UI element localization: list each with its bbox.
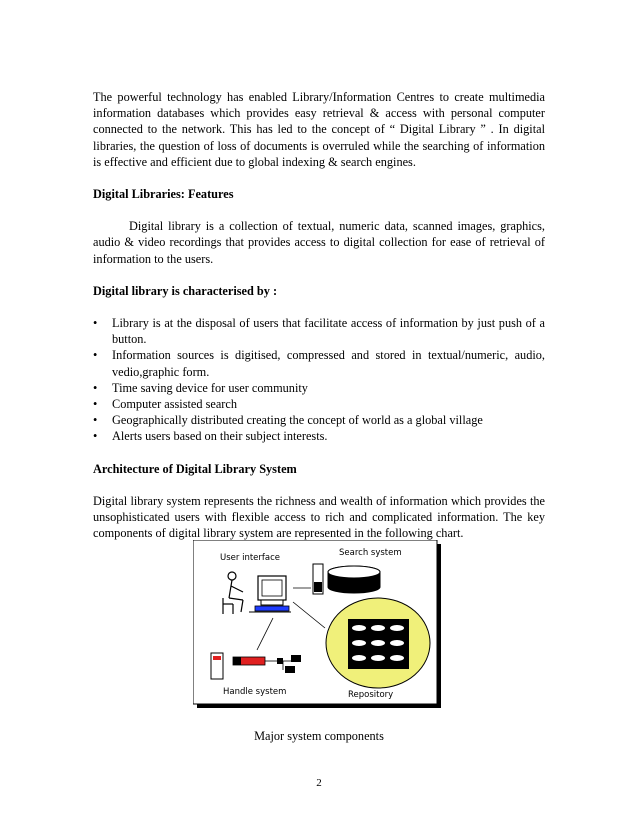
bullet-icon: • (93, 348, 98, 363)
definition-paragraph: Digital library is a collection of textual, numeric data, scanned images, graphics, audio & video recordings that provides access to digital collection for ease of retrieval of information to the users. (93, 219, 545, 266)
list-item: • Library is at the disposal of users that facilitate access of information by just push of a button. (93, 316, 545, 347)
bullet-icon: • (93, 380, 98, 395)
search-system-label: Search system (339, 548, 402, 558)
architecture-diagram (193, 540, 441, 708)
search-server-icon (313, 564, 380, 594)
list-item: • Information sources is digitised, compressed and stored in textual/numeric, audio, vedio,graphic form. (93, 348, 545, 379)
characteristics-list (93, 315, 545, 445)
list-item: • Alerts users based on their subject interests. (93, 429, 328, 444)
handle-system-label: Handle system (223, 687, 287, 697)
architecture-paragraph: Digital library system represents the richness and wealth of information which provides the unsophisticated users with flexible access to rich and complicated information. The key components of digital library system are represented in the following chart. (93, 493, 545, 541)
bullet-icon: • (93, 316, 98, 331)
page-number: 2 (316, 777, 322, 789)
bullet-icon: • (93, 429, 98, 444)
repository-label: Repository (348, 690, 394, 700)
list-item: • Time saving device for user community (93, 380, 308, 395)
user-interface-label: User interface (220, 553, 280, 563)
list-item: • Computer assisted search (93, 397, 237, 412)
repository-icon (326, 598, 430, 688)
list-item: • Geographically distributed creating the concept of world as a global village (93, 413, 483, 428)
figure-caption: Major system components (254, 729, 384, 743)
bullet-icon: • (93, 397, 98, 412)
architecture-heading: Architecture of Digital Library System (93, 461, 297, 476)
bullet-icon: • (93, 413, 98, 428)
characteristics-heading: Digital library is characterised by : (93, 283, 278, 298)
features-heading: Digital Libraries: Features (93, 187, 234, 202)
page-body (93, 89, 545, 541)
intro-paragraph: The powerful technology has enabled Library/Information Centres to create multimedia information databases which provides easy retrieval & access with personal computer connected to the network. This has led to the concept of “ Digital Library ” . In digital libraries, the question of loss of documents is overruled while the searching of information is effective and efficient due to global indexing & search engines. (93, 90, 545, 169)
